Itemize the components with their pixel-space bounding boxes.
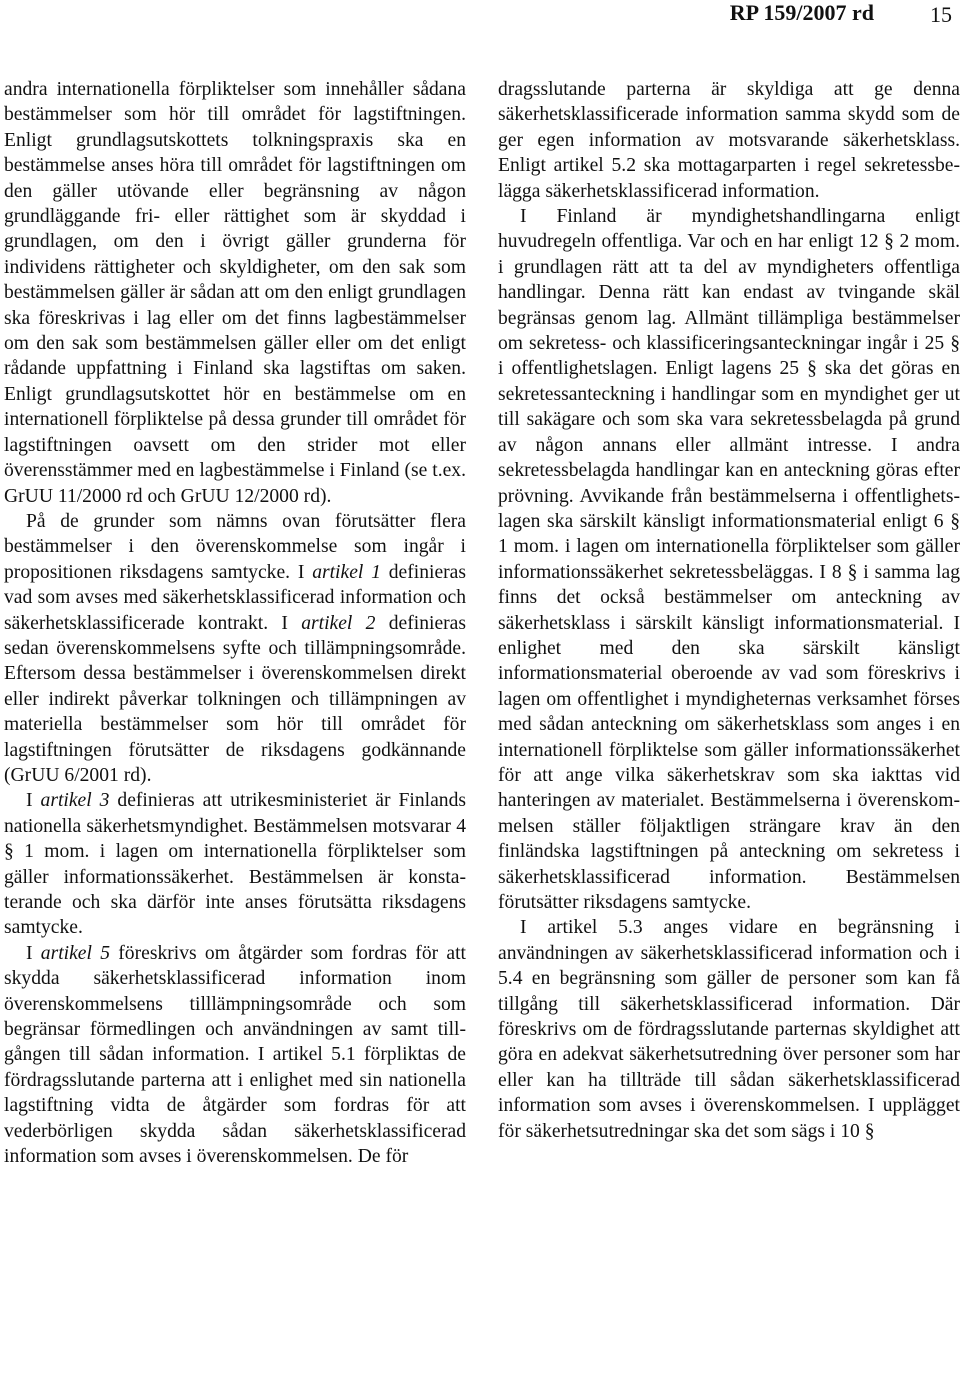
paragraph: I artikel 5.3 anges vidare en begränsning i användningen av säkerhetsklassificerad information och i 5.4 en begränsning som gäller de personer som kan få tillgång till säkerhetsklassificerad information. Där föreskrivs om de fördragsslutande parternas skyldighet att göra en adekvat säkerhetsutredning över personer som har eller kan ha tillträde till sådan säkerhetsklassificerad information som avses i överenskommelsen. I upplägget för säkerhetsutredningar ska det som sägs i 10 § [498, 917, 960, 1142]
paragraph: I Finland är myndighetshandlingarna enligt huvudregeln offentliga. Var och en har enligt 12 § 2 mom. i grundlagen rätt att ta del av myndigheters offentliga handlingar. Denna rätt kan endast av tvingande skäl begränsas genom lag. Allmänt tillämpliga bestämmelser om sekretess- och klassificeringsanteckningar ingår i 25 § i offentlighetslagen. Enligt lagens 25 § ska det göras en sekretessanteckning i handlingar som en myndighet ger ut till sakägare och som ska vara sekretessbelagda på grund av någon annans eller allmänt intresse. I andra sekretessbelagda handlingar kan en anteckning göras efter prövning. Avvikande från bestämmelserna i offentlighetslagen ska särskilt känsligt informationsmaterial enligt 6 § 1 mom. i lagen om internationella förpliktelser som gäller informationssäkerhet sekretessbeläggas. I 8 § i samma lag finns det också bestämmelser om anteckning av säkerhetsklass i särskilt känsligt informationsmaterial. I enlighet med den ska särskilt känsligt informationsmaterial oberoende av vad som föreskrivs i lagen om offentlighet i myndigheternas verksamhet förses med sådan anteckning om säkerhetsklass som anges i en internationell förpliktelse som gäller informationssäkerhet för att ange vilka säkerhetskrav som ska iakttas vid hanteringen av materialet. Bestämmelserna i överenskommelsen ställer följaktligen strängare krav än den finländska lagstiftningen på anteckning om sekretess i säkerhetsklassificerad information. Bestämmelsen förutsätter riksdagens samtycke. [498, 206, 960, 913]
right-column [498, 77, 960, 1144]
document-id: RP 159/2007 rd [729, 0, 874, 25]
page-number: 15 [930, 2, 952, 27]
paragraph: dragsslutande parterna är skyldiga att ge denna säkerhetsklassificerade information samma skydd som de ger egen information av motsvarande säkerhetsklass. Enligt artikel 5.2 ska mottagarparten i regel sekretessbelägga säkerhetsklassificerad information. [498, 79, 960, 202]
left-column [4, 77, 466, 1169]
paragraph: andra internationella förpliktelser som innehåller sådana bestämmelser som hör till området för lagstiftningen. Enligt grundlagsutskottets tolkningspraxis ska en bestämmelse anses höra till området för lagstiftningen om den gäller utövande eller begränsning av någon grundläggande fri- eller rättighet som är skyddad i grundlagen, om den i övrigt gäller grunderna för individens rättigheter och skyldigheter, om den sak som bestämmelsen gäller är sådan att om den enligt grundlagen ska föreskrivas i lag eller om det finns lagbestämmelser om den sak som bestämmelsen gäller eller om det enligt rådande uppfattning i Finland ska lagstiftas om saken. Enligt grundlagsutskottet hör en bestämmelse om en internationell förpliktelse på dessa grunder till området för lagstiftningen oavsett om den strider mot eller överensstämmer med en lagbestämmelse i Finland (se t.ex. GrUU 11/2000 rd och GrUU 12/2000 rd). [4, 79, 466, 507]
paragraph: På de grunder som nämns ovan förutsätter flera bestämmelser i den överenskommelse som ingår i propositionen riksdagens samtycke. I artikel 1 definieras vad som avses med säkerhetsklassificerad information och säkerhetsklassificerade kontrakt. I artikel 2 definieras sedan överenskommelsens syfte och tillämpningsområde. Eftersom dessa bestämmelser i överenskommelsen direkt eller indirekt påverkar tolkningen och tillämpningen av materiella bestämmelser som hör till området för lagstiftningen förutsätter de riksdagens godkännande (GrUU 6/2001 rd). [4, 510, 467, 786]
page-header [0, 0, 960, 38]
paragraph: I artikel 3 definieras att utrikesministeriet är Finlands nationella säkerhetsmyndighet. Bestämmelsen motsvarar 4 § 1 mom. i lagen om internationella förpliktelser som gäller informationssäkerhet. Bestämmelsen är konstaterande och ska därför inte anses förutsätta riksdagens samtycke. [4, 790, 466, 939]
paragraph: I artikel 5 föreskrivs om åtgärder som fordras för att skydda säkerhetsklassificerad information inom överenskommelsens tilllämpningsområde och som begränsar förmedlingen och användningen av samt tillgången till sådan information. I artikel 5.1 förpliktas de fördragsslutande parterna att i enlighet med sin nationella lagstiftning vidta de åtgärder som fordras för att vederbörligen skydda sådan säkerhetsklassificerad information som avses i överenskommelsen. De för [4, 942, 466, 1168]
